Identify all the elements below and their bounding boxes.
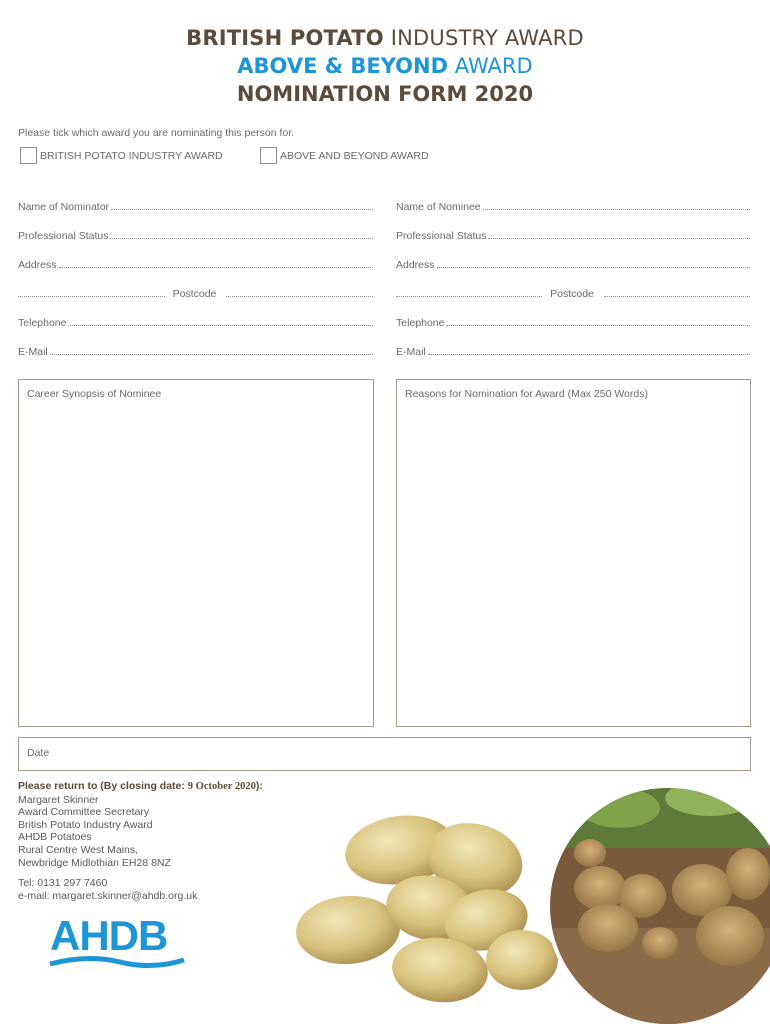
title-line-1-bold: BRITISH POTATO <box>186 26 384 50</box>
title-line-1-rest: INDUSTRY AWARD <box>383 26 584 50</box>
return-line: Margaret Skinner <box>18 793 99 806</box>
nominator-telephone-field[interactable] <box>18 315 373 329</box>
award-option-label: ABOVE AND BEYOND AWARD <box>280 149 429 162</box>
title-line-2 <box>0 54 770 78</box>
logo-wave <box>50 958 184 965</box>
field-label: E-Mail <box>18 346 48 358</box>
nominator-name-field[interactable] <box>18 199 373 213</box>
soil-photo <box>540 778 770 1024</box>
return-line: Newbridge Midlothian EH28 8NZ <box>18 856 171 869</box>
career-synopsis-label: Career Synopsis of Nominee <box>27 388 162 400</box>
date-box[interactable] <box>18 737 751 771</box>
return-address-block <box>18 780 263 902</box>
field-label: Postcode <box>172 288 217 300</box>
nominee-postcode-field[interactable] <box>396 286 750 300</box>
closing-date: 9 October 2020 <box>187 781 256 792</box>
date-label: Date <box>27 747 50 759</box>
field-label: Telephone <box>18 317 67 329</box>
reasons-label: Reasons for Nomination for Award (Max 250 Words) <box>405 388 648 400</box>
award-instruction: Please tick which award you are nominating this person for. <box>18 127 295 139</box>
ahdb-logo <box>48 910 188 976</box>
form-title: NOMINATION FORM 2020 <box>236 82 534 106</box>
title-line-1 <box>0 26 770 50</box>
field-label: Professional Status <box>18 230 109 242</box>
award-option-label: BRITISH POTATO INDUSTRY AWARD <box>40 149 223 162</box>
title-line-2-bold: ABOVE & BEYOND <box>237 54 449 78</box>
return-heading: Please return to (By closing date: 9 October 2020): <box>18 780 263 792</box>
nominator-status-field[interactable] <box>18 228 373 242</box>
nominator-email-field[interactable] <box>18 344 373 358</box>
nominee-name-field[interactable] <box>396 199 750 213</box>
nominee-email-field[interactable] <box>396 344 750 358</box>
field-label: Professional Status <box>396 230 487 242</box>
nominee-address-field[interactable] <box>396 257 750 271</box>
field-label: E-Mail <box>396 346 426 358</box>
return-email: e-mail: margaret.skinner@ahdb.org.uk <box>18 889 198 902</box>
field-label: Telephone <box>396 317 445 329</box>
return-line: AHDB Potatoes <box>18 831 92 844</box>
field-label: Name of Nominator <box>18 201 110 213</box>
potato <box>486 930 558 990</box>
nominee-telephone-field[interactable] <box>396 315 750 329</box>
career-synopsis-box[interactable] <box>18 379 374 727</box>
award-option-british-potato[interactable] <box>20 147 223 164</box>
award-option-above-beyond[interactable] <box>260 147 429 164</box>
field-label: Postcode <box>550 288 594 300</box>
field-label: Name of Nominee <box>396 201 481 213</box>
return-line: Award Committee Secretary <box>18 806 150 819</box>
nominator-postcode-field[interactable] <box>18 286 373 300</box>
checkbox-british-potato[interactable] <box>20 147 37 164</box>
title-line-2-rest: AWARD <box>448 54 533 78</box>
return-telephone: Tel: 0131 297 7460 <box>18 877 108 890</box>
reasons-box[interactable] <box>396 379 751 727</box>
checkbox-above-beyond[interactable] <box>260 147 277 164</box>
logo-text: AHDB <box>50 912 168 959</box>
field-label: Address <box>396 259 435 271</box>
field-label: Address <box>18 259 57 271</box>
return-line: Rural Centre West Mains, <box>18 843 139 856</box>
potatoes-image <box>290 778 770 1024</box>
return-line: British Potato Industry Award <box>18 818 153 831</box>
nominator-address-field[interactable] <box>18 257 373 271</box>
potato <box>294 892 402 967</box>
nominee-status-field[interactable] <box>396 228 750 242</box>
